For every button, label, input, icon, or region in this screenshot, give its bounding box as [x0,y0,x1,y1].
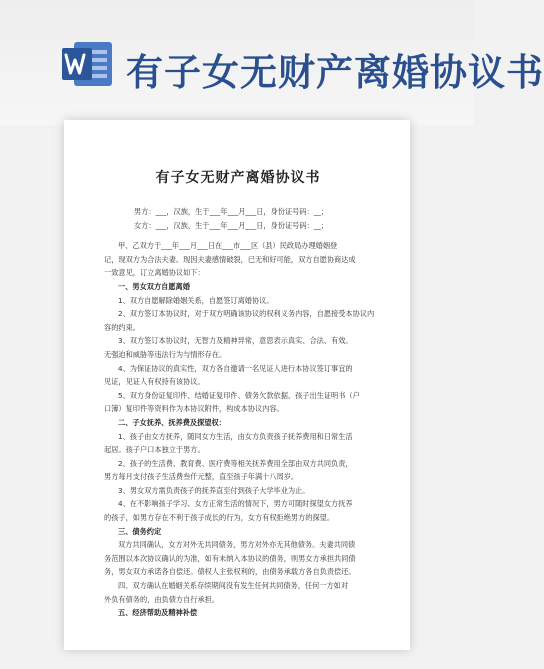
body-line: 记，现双方为合法夫妻。现因夫妻感情破裂，已无和好可能，双方自愿协商达成 [104,254,356,264]
body-line: 起居。孩子户口本独立于男方。 [104,445,205,455]
body-line: 容的约束。 [104,322,140,332]
body-line: 无强迫和威胁等违法行为与情形存在。 [104,349,227,359]
body-line: 的孩子，如男方存在不利于孩子成长的行为，女方有权拒绝男方的探望。 [104,513,335,523]
banner-title: 有子女无财产离婚协议书 [126,51,544,94]
body-line: 双方共同确认，女方对外无共同债务，男方对外亦无其他债务。夫妻共同债 [118,540,356,550]
body-line: 一致意见，订立离婚协议如下： [104,268,205,278]
document-body [104,205,375,620]
section-heading: 一、男女双方自愿离婚 [118,281,190,291]
body-line: 2、双方签订本协议时，对于双方明确该协议的权利义务内容，自愿接受本协议内 [118,309,375,319]
body-line: 5、双方身份证复印件、结婚证复印件、债务欠款依据、孩子出生证明书（户 [118,390,360,400]
body-line: 务，男女双方承诺各自偿还。债权人主张权利的，由债务承载方各自负责偿还。 [104,567,356,577]
banner [0,0,544,125]
document-title: 有子女无财产离婚协议书 [155,170,321,186]
spacer [104,232,372,239]
body-line: 3、男女双方需负责孩子的抚养直至付到孩子大学毕业为止。 [118,485,310,495]
document-page [64,120,410,650]
body-line: 4、为保证协议的真实性，双方各自邀请一名见证人进行本协议签订事宜的 [118,363,353,373]
body-line: 甲、乙双方于___年___月___日在___市___区（县）民政局办理婚姻登 [118,241,338,251]
body-line: 男方每月支付孩子生活费叁仟元整，直至孩子年满十八周岁。 [104,472,299,482]
body-line: 2、孩子的生活费、教育费、医疗费等相关抚养费用全部由双方共同负责， [118,458,353,468]
body-line: 1、双方自愿解除婚姻关系，自愿签订离婚协议。 [118,295,274,305]
body-line: 4、在不影响孩子学习、女方正常生活的情况下，男方可随时探望女方抚养 [118,499,353,509]
word-icon [60,36,116,92]
body-line: 男方：___，汉族，生于___年___月___日，身份证号码：__； [134,207,329,216]
body-line: 口簿）复印件等资料作为本协议附件，构成本协议内容。 [104,404,284,414]
body-line: 务范围以本次协议确认的为准，如有未纳入本协议的债务，则男女方承担共同债 [104,553,356,563]
section-heading: 二、子女抚养、抚养费及探望权： [118,417,226,427]
section-heading: 三、债务约定 [118,526,162,536]
body-line: 女方：___，汉族，生于___年___月___日，身份证号码：__； [134,220,329,230]
body-line: 见证，见证人有权持有该协议。 [104,377,205,387]
section-heading: 五、经济帮助及精神补偿 [118,608,198,618]
body-line: 四、双方确认在婚姻关系存续期间没有发生任何共同债务，任何一方如对 [118,581,349,591]
body-line: 外负有债务的，由负债方自行承担。 [104,594,220,604]
body-line: 1、孩子由女方抚养，随同女方生活，由女方负责孩子抚养费用和日常生活 [118,431,353,441]
body-line: 3、双方签订本协议时，无智力及精神异常，意思表示真实、合法、有效。 [118,336,353,346]
